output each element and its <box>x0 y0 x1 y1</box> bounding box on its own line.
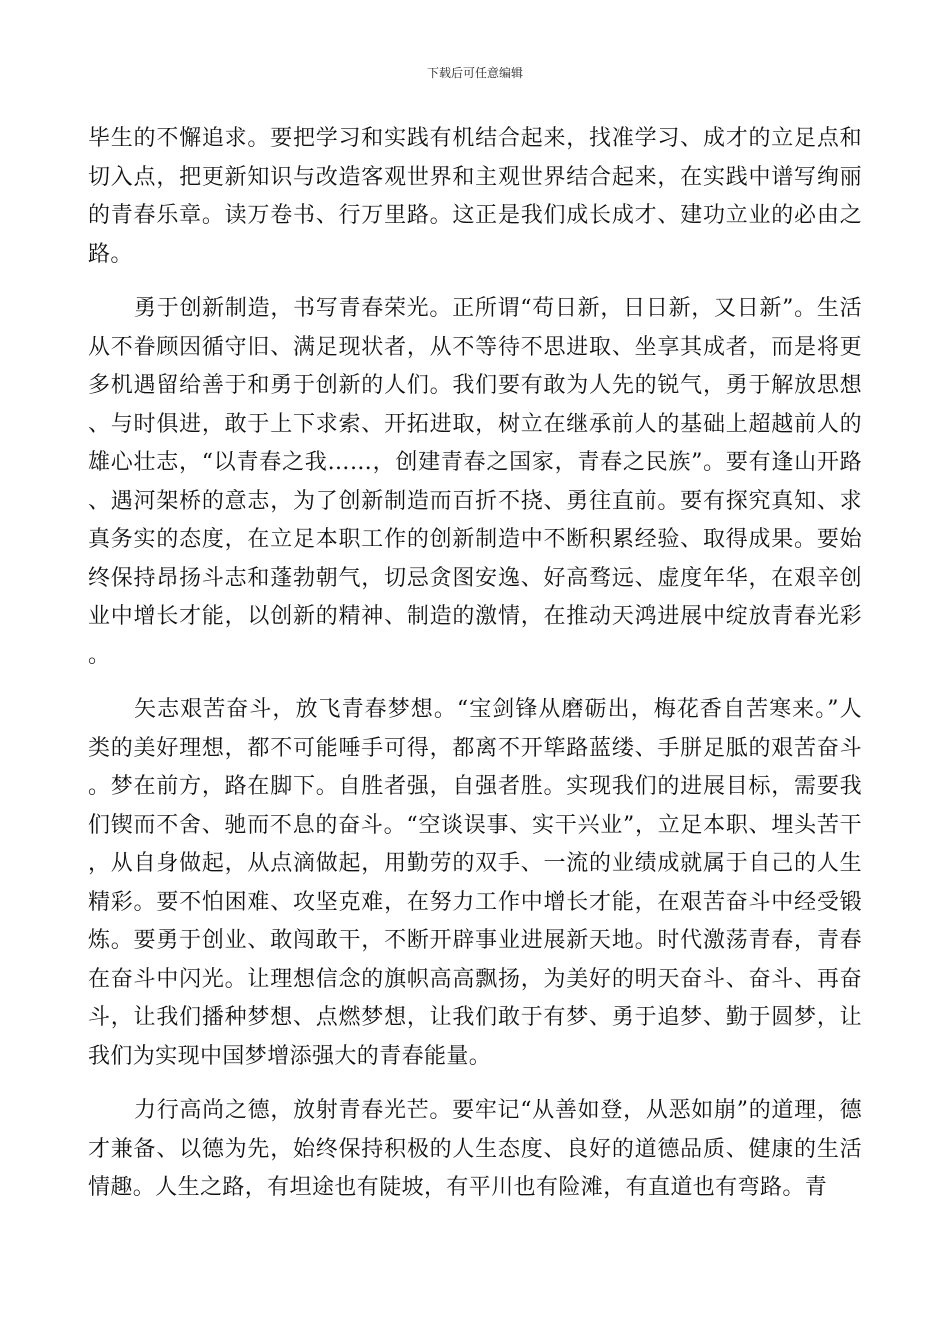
paragraph-2: 勇于创新制造，书写青春荣光。正所谓“苟日新，日日新，又日新”。生活从不眷顾因循守旧、满足现状者，从不等待不思进取、坐享其成者，而是将更多机遇留给善于和勇于创新的人们。我们要有敢为人先的锐气，勇于解放思想、与时俱进，敢于上下求索、开拓进取，树立在继承前人的基础上超越前人的雄心壮志，“以青春之我……，创建青春之国家，青春之民族”。要有逢山开路、遇河架桥的意志，为了创新制造而百折不挠、勇往直前。要有探究真知、求真务实的态度，在立足本职工作的创新制造中不断积累经验、取得成果。要始终保持昂扬斗志和蓬勃朝气，切忌贪图安逸、好高骛远、虚度年华，在艰辛创业中增长才能，以创新的精神、制造的激情，在推动天鸿进展中绽放青春光彩。 <box>88 296 862 668</box>
document-body <box>88 120 862 1208</box>
paragraph-1: 毕生的不懈追求。要把学习和实践有机结合起来，找准学习、成才的立足点和切入点，把更新知识与改造客观世界和主观世界结合起来，在实践中谱写绚丽的青春乐章。读万卷书、行万里路。这正是我们成长成才、建功立业的必由之路。 <box>88 126 862 267</box>
paragraph-3: 矢志艰苦奋斗，放飞青春梦想。“宝剑锋从磨砺出，梅花香自苦寒来。”人类的美好理想，都不可能唾手可得，都离不开筚路蓝缕、手胼足胝的艰苦奋斗。梦在前方，路在脚下。自胜者强，自强者胜。实现我们的进展目标，需要我们锲而不舍、驰而不息的奋斗。“空谈误事、实干兴业”，立足本职、埋头苦干，从自身做起，从点滴做起，用勤劳的双手、一流的业绩成就属于自己的人生精彩。要不怕困难、攻坚克难，在努力工作中增长才能，在艰苦奋斗中经受锻炼。要勇于创业、敢闯敢干，不断开辟事业进展新天地。时代激荡青春，青春在奋斗中闪光。让理想信念的旗帜高高飘扬，为美好的明天奋斗、奋斗、再奋斗，让我们播种梦想、点燃梦想，让我们敢于有梦、勇于追梦、勤于圆梦，让我们为实现中国梦增添强大的青春能量。 <box>88 697 862 1069</box>
paragraph-4: 力行高尚之德，放射青春光芒。要牢记“从善如登，从恶如崩”的道理，德才兼备、以德为先，始终保持积极的人生态度、良好的道德品质、健康的生活情趣。人生之路，有坦途也有陡坡，有平川也有险滩，有直道也有弯路。青 <box>88 1098 862 1200</box>
page-header: 下载后可任意编辑 <box>426 66 523 80</box>
